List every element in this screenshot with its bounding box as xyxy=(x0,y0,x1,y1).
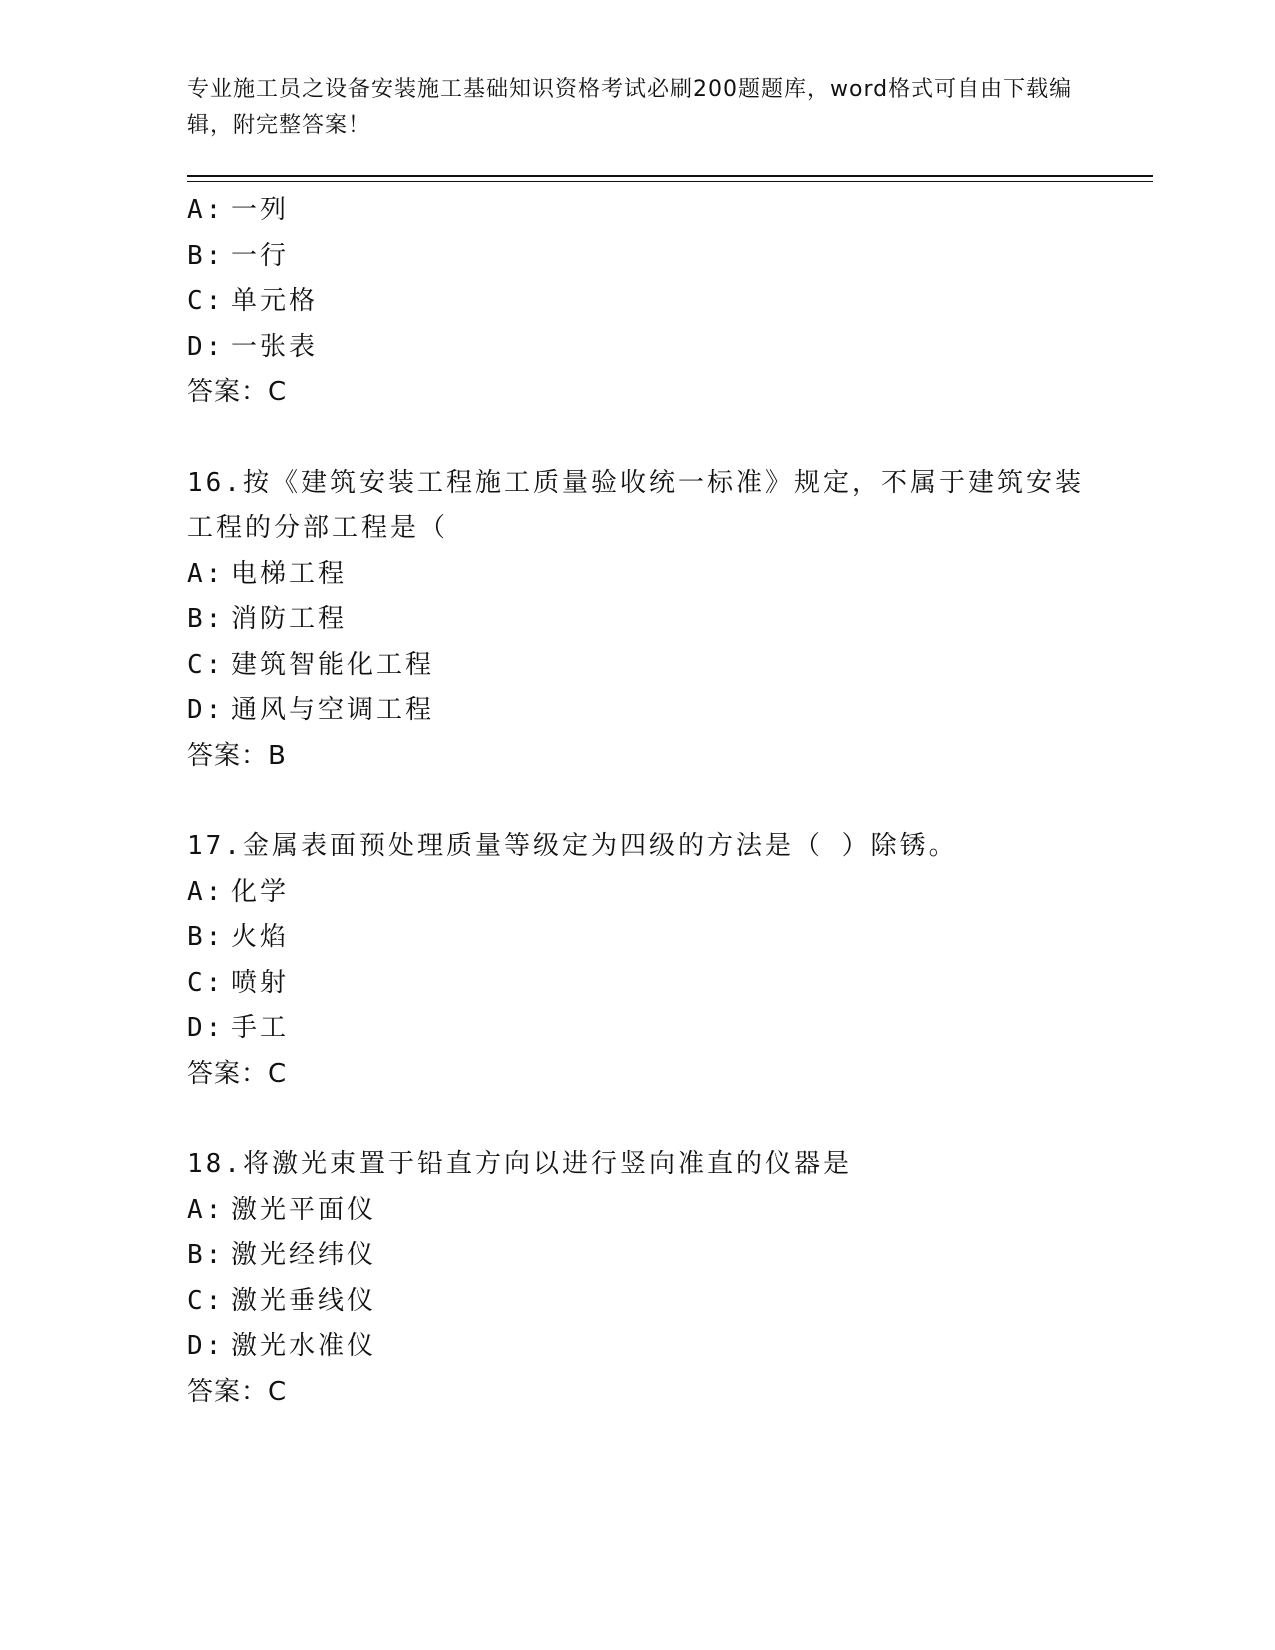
answer-line: 答案：C xyxy=(187,1376,288,1407)
answer-line: 答案：C xyxy=(187,1058,288,1089)
question-16 xyxy=(187,461,1107,780)
page-header: 专业施工员之设备安装施工基础知识资格考试必刷200题题库，word格式可自由下载编辑，附完整答案！ xyxy=(187,77,1073,138)
answer-line: 答案：B xyxy=(187,740,287,771)
option-b: B: 激光经纬仪 xyxy=(187,1240,377,1270)
option-d: D: 一张表 xyxy=(187,331,319,362)
option-b: B: 一行 xyxy=(187,240,290,271)
question-text: 17.金属表面预处理质量等级定为四级的方法是（ ）除锈。 xyxy=(187,831,958,861)
option-b: B: 消防工程 xyxy=(187,604,348,634)
option-d: D: 激光水准仪 xyxy=(187,1331,377,1361)
header-divider-thin xyxy=(187,181,1153,182)
option-d: D: 通风与空调工程 xyxy=(187,695,435,725)
question-list xyxy=(187,188,1107,1415)
header-divider-thick xyxy=(187,175,1153,177)
question-text: 16.按《建筑安装工程施工质量验收统一标准》规定，不属于建筑安装工程的分部工程是（ xyxy=(187,467,1084,543)
question-continuation xyxy=(187,188,1107,416)
question-text: 18.将激光束置于铅直方向以进行竖向准直的仪器是 xyxy=(187,1149,852,1179)
option-d: D: 手工 xyxy=(187,1013,290,1043)
answer-line: 答案：C xyxy=(187,377,288,407)
option-c: C: 建筑智能化工程 xyxy=(187,649,435,680)
question-18 xyxy=(187,1142,1107,1415)
option-a: A: 电梯工程 xyxy=(187,558,348,589)
option-c: C: 激光垂线仪 xyxy=(187,1285,377,1316)
option-a: A: 激光平面仪 xyxy=(187,1194,377,1225)
question-17 xyxy=(187,824,1107,1097)
option-c: C: 喷射 xyxy=(187,967,290,998)
option-a: A: 一列 xyxy=(187,195,290,225)
option-a: A: 化学 xyxy=(187,876,290,907)
option-b: B: 火焰 xyxy=(187,922,290,952)
option-c: C: 单元格 xyxy=(187,286,319,316)
